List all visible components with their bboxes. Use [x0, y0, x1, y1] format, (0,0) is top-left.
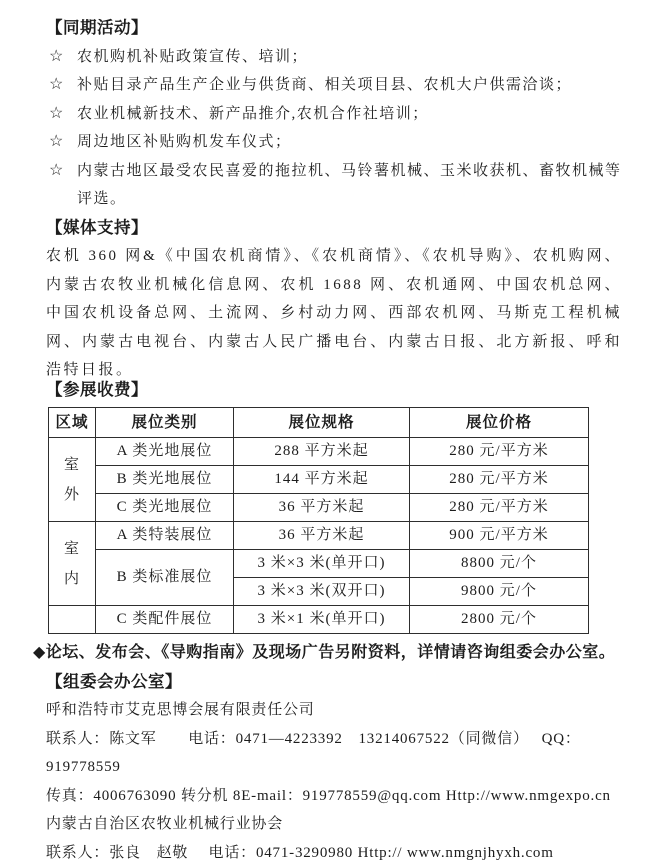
region-label: 室内: [63, 540, 80, 587]
activity-text: 内蒙古地区最受农民喜爱的拖拉机、马铃薯机械、玉米收获机、畜牧机械等评选。: [77, 162, 622, 207]
table-row: [49, 522, 589, 550]
col-header-price: 展位价格: [410, 408, 589, 438]
spec-cell: 36 平方米起: [234, 522, 410, 550]
table-row: [49, 550, 589, 578]
office-company-name: 呼和浩特市艾克思博会展有限责任公司: [46, 702, 315, 719]
price-cell: 9800 元/个: [410, 578, 589, 606]
price-cell: 900 元/平方米: [410, 522, 589, 550]
spec-cell: 3 米×3 米(双开口): [234, 578, 410, 606]
activity-text: 农业机械新技术、新产品推介,农机合作社培训；: [77, 105, 429, 122]
media-support-paragraph: 农机 360 网&《中国农机商情》、《农机商情》、《农机导购》、农机购网、内蒙古农牧业机械化信息网、农机 1688 网、农机通网、中国农机总网、中国农机设备总网、土流网、乡村动力网、西部农机网、马斯克工程机械网、内蒙古电视台、内蒙古人民广播电台、内蒙古日报、北方新报、呼和浩特日报。: [46, 248, 622, 379]
table-row: [49, 606, 589, 634]
col-header-category: 展位类别: [96, 408, 234, 438]
spec-cell: 3 米×3 米(单开口): [234, 550, 410, 578]
star-bullet-icon: ☆: [49, 133, 64, 150]
category-cell: A 类光地展位: [96, 438, 234, 466]
list-item: [49, 157, 622, 214]
fees-table: [48, 407, 589, 634]
section-heading-fees: 【参展收费】: [46, 379, 148, 399]
region-cell-empty: [49, 606, 96, 634]
region-cell-outdoor: [49, 438, 96, 522]
activity-text: 补贴目录产品生产企业与供货商、相关项目县、农机大户供需洽谈；: [77, 77, 573, 93]
spec-cell: 144 平方米起: [234, 466, 410, 494]
table-row: [49, 494, 589, 522]
category-cell: C 类配件展位: [96, 606, 234, 634]
price-cell: 280 元/平方米: [410, 438, 589, 466]
spec-cell: 3 米×1 米(单开口): [234, 606, 410, 634]
category-cell: A 类特装展位: [96, 522, 234, 550]
category-cell: B 类标准展位: [96, 550, 234, 606]
col-header-region: 区域: [49, 408, 96, 438]
activity-text: 周边地区补贴购机发车仪式；: [77, 134, 292, 150]
activity-text: 农机购机补贴政策宣传、培训；: [77, 48, 309, 65]
star-bullet-icon: ☆: [49, 76, 64, 93]
list-item: [49, 128, 622, 157]
section-heading-activities: 【同期活动】: [46, 18, 148, 37]
table-row: [49, 438, 589, 466]
spec-cell: 36 平方米起: [234, 494, 410, 522]
star-bullet-icon: ☆: [49, 161, 64, 179]
office-fax-email-line: 传真：4006763090 转分机 8E-mail：919778559@qq.com Http://www.nmgexpo.cn: [46, 787, 611, 804]
region-cell-indoor: [49, 522, 96, 606]
category-cell: C 类光地展位: [96, 494, 234, 522]
star-bullet-icon: ☆: [49, 104, 64, 122]
office-contact-line: 联系人：陈文军 电话：0471—4223392 13214067522（同微信） QQ：919778559: [46, 730, 581, 776]
col-header-spec: 展位规格: [234, 408, 410, 438]
category-cell: B 类光地展位: [96, 466, 234, 494]
price-cell: 2800 元/个: [410, 606, 589, 634]
star-bullet-icon: ☆: [49, 47, 64, 65]
fees-note: ◆论坛、发布会、《导购指南》及现场广告另附资料，详情请咨询组委会办公室。: [33, 644, 616, 662]
price-cell: 280 元/平方米: [410, 466, 589, 494]
region-label: 室外: [63, 456, 80, 503]
list-item: [49, 43, 622, 72]
section-heading-media: 【媒体支持】: [46, 217, 148, 237]
activities-list: [46, 43, 622, 214]
price-cell: 8800 元/个: [410, 550, 589, 578]
office-association-name: 内蒙古自治区农牧业机械行业协会: [46, 816, 284, 833]
list-item: [49, 71, 622, 100]
table-header-row: [49, 408, 589, 438]
office-contact-line-2: 联系人：张良 赵敬 电话：0471-3290980 Http:// www.nmgnjhyxh.com: [46, 844, 554, 861]
spec-cell: 288 平方米起: [234, 438, 410, 466]
price-cell: 280 元/平方米: [410, 494, 589, 522]
list-item: [49, 100, 622, 129]
section-heading-office: 【组委会办公室】: [46, 671, 182, 691]
table-row: [49, 466, 589, 494]
